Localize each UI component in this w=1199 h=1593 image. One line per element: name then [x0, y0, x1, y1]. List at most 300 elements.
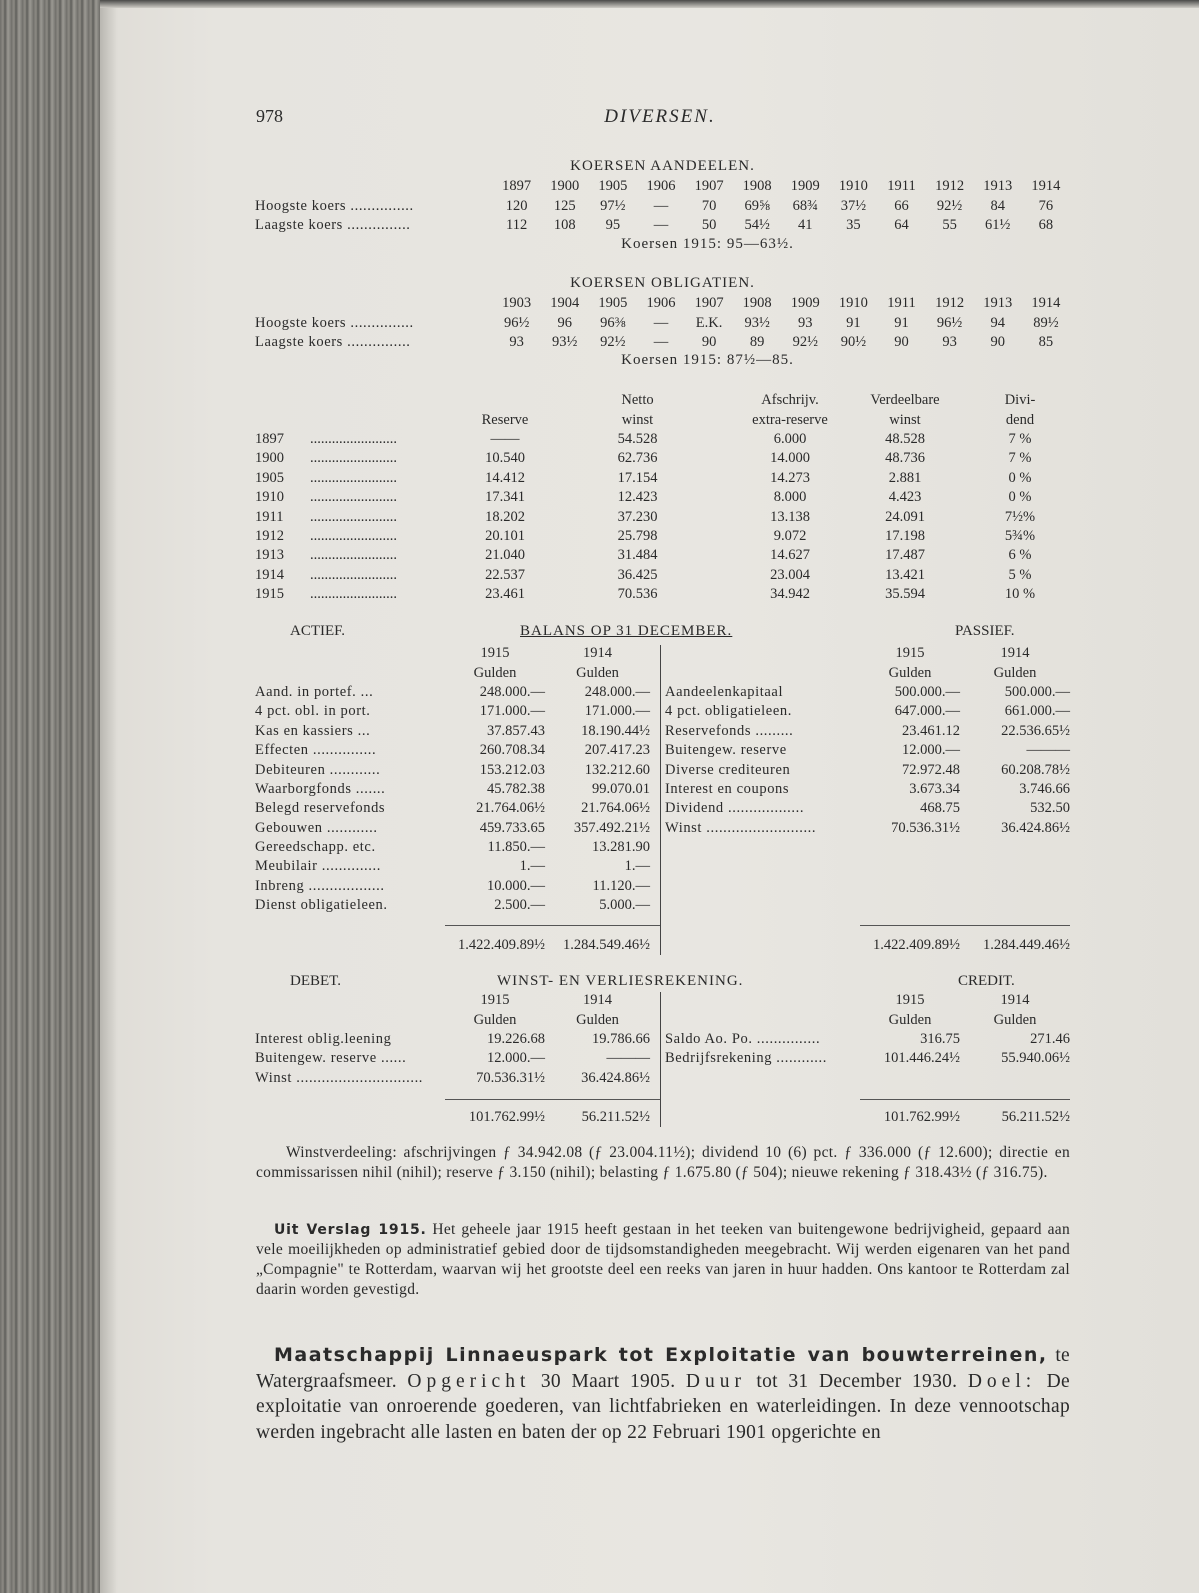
- year-cell: 1914: [255, 566, 284, 583]
- price-cell: 112: [506, 216, 528, 233]
- price-cell: 37½: [840, 197, 867, 214]
- total-cell: 1.284.549.46½: [563, 936, 650, 953]
- amount-cell: 13.281.90: [592, 839, 650, 856]
- balans-table: [255, 644, 1070, 955]
- amount-cell: 260.708.34: [479, 742, 545, 759]
- opgericht-label: Opgericht: [407, 1370, 531, 1392]
- account-label: Diverse crediteuren: [665, 761, 791, 778]
- koersen-aandeelen-title: KOERSEN AANDEELEN.: [570, 158, 755, 174]
- account-label: Waarborgfonds .......: [255, 780, 386, 797]
- price-cell: 90: [894, 333, 909, 350]
- total-rule: [445, 925, 660, 926]
- table-row: [255, 799, 1070, 818]
- year-header: 1900: [550, 178, 580, 195]
- unit-row: [255, 1010, 1070, 1029]
- price-cell: 64: [894, 216, 909, 233]
- account-label: Dividend ..................: [665, 800, 805, 817]
- price-cell: E.K.: [695, 314, 723, 331]
- table-row: [255, 683, 1070, 702]
- price-cell: 41: [798, 216, 813, 233]
- table-row: [255, 469, 1095, 488]
- duur-value: tot 31 December 1930.: [745, 1370, 968, 1392]
- year-cell: 1913: [255, 547, 284, 564]
- account-label: [665, 877, 860, 896]
- value-cell: 24.091: [885, 508, 925, 525]
- amount-cell: 11.120.—: [592, 877, 650, 894]
- spacer: [650, 683, 665, 702]
- doel-value: De exploitatie van onroerende goederen, van lichtfabrieken en waterleidingen. In deze vennootschap werden ingebracht alle lasten en baten der op 22 Februari 1901 opgerichte en: [256, 1370, 1070, 1443]
- year-header: 1897: [502, 178, 532, 195]
- year-header: 1905: [598, 178, 628, 195]
- amount-cell: 171.000.—: [479, 703, 545, 720]
- price-cell: 96½: [503, 314, 530, 331]
- value-cell: 5 %: [1008, 566, 1032, 583]
- value-cell: 5¾%: [1004, 527, 1036, 544]
- total-cell: 56.211.52½: [581, 1109, 650, 1126]
- resultaten-table: [255, 391, 1095, 604]
- year-header: 1907: [694, 295, 724, 312]
- year-header: 1915: [895, 645, 925, 662]
- header-row: [255, 391, 1095, 410]
- price-cell: 93½: [552, 333, 578, 350]
- amount-cell: [860, 857, 960, 876]
- total-cell: 1.422.409.89½: [458, 936, 545, 953]
- spacer: [665, 663, 860, 682]
- year-cell: 1910: [255, 489, 284, 506]
- year-header: 1912: [935, 295, 965, 312]
- year-header: 1908: [742, 178, 772, 195]
- account-label: Saldo Ao. Po. ...............: [665, 1030, 821, 1047]
- total-cell: 101.762.99½: [883, 1109, 960, 1126]
- value-cell: 8.000: [773, 489, 807, 506]
- column-header: winst: [621, 411, 654, 428]
- winst-title: WINST- EN VERLIESREKENING.: [497, 973, 744, 989]
- amount-cell: 23.461.12: [902, 722, 960, 739]
- table-row: [255, 1049, 1070, 1068]
- year-header: 1909: [790, 178, 820, 195]
- value-cell: ——: [490, 430, 520, 447]
- row-label: Hoogste koers ...............: [255, 197, 414, 214]
- year-header: 1914: [583, 645, 612, 662]
- amount-cell: 19.226.68: [487, 1030, 545, 1047]
- value-cell: 17.341: [485, 489, 525, 506]
- price-cell: 93: [942, 333, 957, 350]
- amount-cell: 55.940.06½: [1001, 1050, 1070, 1067]
- account-label: Gereedschapp. etc.: [255, 839, 376, 856]
- year-header: 1914: [1031, 178, 1061, 195]
- value-cell: 21.040: [485, 547, 525, 564]
- price-cell: 61½: [985, 216, 1011, 233]
- value-cell: 17.487: [885, 547, 925, 564]
- company-name: Maatschappij Linnaeuspark tot Exploitatie van bouwterreinen,: [274, 1344, 1048, 1366]
- account-label: 4 pct. obligatieleen.: [665, 703, 792, 720]
- amount-cell: 45.782.38: [487, 780, 545, 797]
- leader-dots: ........................: [310, 450, 397, 467]
- koersen-obligatien-table: [255, 294, 1070, 352]
- price-cell: 35: [846, 216, 861, 233]
- value-cell: 14.273: [770, 469, 810, 486]
- spacer: [255, 1010, 445, 1029]
- amount-cell: [960, 857, 1070, 876]
- price-cell: 96: [557, 314, 572, 331]
- amount-cell: 18.190.44½: [581, 722, 650, 739]
- scan-top-edge: [100, 0, 1199, 8]
- table-row: [255, 702, 1070, 721]
- table-row: [255, 838, 1070, 857]
- value-cell: 13.138: [770, 508, 810, 525]
- value-cell: 0 %: [1008, 489, 1032, 506]
- value-cell: 14.000: [770, 450, 810, 467]
- year-header: 1908: [742, 295, 772, 312]
- row-label: Laagste koers ...............: [255, 333, 411, 350]
- price-cell: 68: [1038, 216, 1054, 233]
- leader-dots: ........................: [310, 566, 397, 583]
- amount-cell: 2.500.—: [494, 897, 545, 914]
- value-cell: 10 %: [1004, 586, 1036, 603]
- table-row: [255, 1069, 1070, 1088]
- unit-header: Gulden: [993, 1011, 1037, 1028]
- debet-heading: DEBET.: [290, 973, 341, 989]
- unit-header: Gulden: [473, 664, 517, 681]
- amount-cell: 12.000.—: [902, 742, 960, 759]
- value-cell: 70.536: [617, 586, 658, 603]
- spacer: [255, 177, 493, 196]
- amount-cell: 12.000.—: [487, 1050, 545, 1067]
- price-cell: 108: [553, 216, 576, 233]
- value-cell: 0 %: [1008, 469, 1032, 486]
- year-header: 1915: [895, 992, 925, 1009]
- value-cell: 12.423: [617, 489, 658, 506]
- amount-cell: 60.208.78½: [1001, 761, 1070, 778]
- koersen-obligatien-note: Koersen 1915: 87½—85.: [621, 352, 794, 368]
- account-label: Belegd reservefonds: [255, 800, 386, 817]
- book-page-edges: [0, 0, 100, 1593]
- balans-title: BALANS OP 31 DECEMBER.: [520, 623, 733, 639]
- amount-cell: [960, 896, 1070, 915]
- table-row: [255, 449, 1095, 468]
- amount-cell: 19.786.66: [592, 1030, 650, 1047]
- amount-cell: [860, 896, 960, 915]
- totals-row: [255, 935, 1070, 954]
- year-cell: 1905: [255, 469, 284, 486]
- price-cell: —: [653, 333, 669, 350]
- column-header: extra-reserve: [752, 411, 828, 428]
- value-cell: 31.484: [617, 547, 658, 564]
- value-cell: 62.736: [617, 450, 658, 467]
- amount-cell: 99.070.01: [592, 780, 650, 797]
- amount-cell: 1.—: [519, 858, 545, 875]
- price-cell: 96½: [936, 314, 963, 331]
- leader-dots: ........................: [310, 430, 397, 447]
- spacer: [255, 644, 445, 663]
- amount-cell: 11.850.—: [487, 839, 545, 856]
- amount-cell: 647.000.—: [894, 703, 960, 720]
- page-number: 978: [256, 106, 283, 126]
- verslag-lead: Uit Verslag 1915.: [274, 1222, 427, 1238]
- table-row: [255, 333, 1070, 352]
- price-cell: 90½: [840, 333, 867, 350]
- spacer: [650, 819, 665, 838]
- leader-dots: ........................: [310, 469, 397, 486]
- price-cell: 92½: [600, 333, 626, 350]
- year-header: 1914: [1000, 992, 1030, 1009]
- amount-cell: [860, 838, 960, 857]
- amount-cell: 21.764.06½: [476, 800, 545, 817]
- leader-dots: ........................: [310, 508, 397, 525]
- amount-cell: 248.000.—: [584, 683, 650, 700]
- account-label: Dienst obligatieleen.: [255, 897, 388, 914]
- leader-dots: ........................: [310, 547, 397, 564]
- account-label: Effecten ...............: [255, 742, 377, 759]
- spacer: [650, 644, 665, 663]
- year-header: 1904: [550, 295, 580, 312]
- price-cell: 85: [1038, 333, 1054, 350]
- value-cell: 7 %: [1008, 450, 1032, 467]
- amount-cell: 3.746.66: [1019, 780, 1070, 797]
- amount-cell: ———: [1026, 742, 1070, 759]
- column-header: [255, 391, 310, 410]
- account-label: Interest oblig.leening: [255, 1030, 392, 1047]
- account-label: Buitengew. reserve ......: [255, 1050, 407, 1067]
- table-row: [255, 546, 1095, 565]
- total-cell: 1.284.449.46½: [983, 936, 1070, 953]
- column-header: Reserve: [481, 411, 529, 428]
- totals-row: [255, 1108, 1070, 1127]
- page-title: DIVERSEN.: [604, 106, 716, 127]
- spacer: [255, 1108, 445, 1127]
- value-cell: 34.942: [770, 586, 810, 603]
- spacer: [665, 1108, 860, 1127]
- company-place: te Watergraafsmeer.: [256, 1345, 1070, 1392]
- opgericht-value: 30 Maart 1905.: [530, 1370, 686, 1392]
- value-cell: 36.425: [617, 566, 658, 583]
- table-row: [255, 896, 1070, 915]
- value-cell: 17.198: [885, 527, 925, 544]
- account-label: Gebouwen ............: [255, 819, 378, 836]
- price-cell: 93½: [744, 314, 770, 331]
- leader-dots: ........................: [310, 489, 397, 506]
- column-header: [310, 391, 450, 410]
- price-cell: 120: [505, 197, 528, 214]
- price-cell: 66: [894, 197, 909, 214]
- year-header-row: [255, 177, 1070, 196]
- column-header: Afschrijv.: [761, 392, 819, 409]
- spacer: [650, 1108, 665, 1127]
- account-label: Debiteuren ............: [255, 761, 381, 778]
- price-cell: —: [653, 314, 669, 331]
- leader-dots: ........................: [310, 527, 397, 544]
- table-row: [255, 216, 1070, 235]
- price-cell: 95: [605, 216, 621, 233]
- account-label: [665, 896, 860, 915]
- column-header: winst: [889, 411, 921, 428]
- column-header: Netto: [621, 392, 654, 409]
- price-cell: 92½: [936, 197, 963, 214]
- amount-cell: 10.000.—: [487, 877, 545, 894]
- year-header: 1914: [1031, 295, 1061, 312]
- passief-heading: PASSIEF.: [955, 623, 1015, 639]
- year-header: 1911: [887, 178, 916, 195]
- year-header: 1906: [646, 295, 676, 312]
- amount-cell: 70.536.31½: [476, 1069, 545, 1086]
- column-header: dend: [1005, 411, 1035, 428]
- total-rule: [860, 1099, 1070, 1100]
- spacer: [255, 991, 445, 1010]
- spacer: [665, 1010, 860, 1029]
- account-label: Reservefonds .........: [665, 722, 794, 739]
- column-header: [255, 410, 310, 429]
- account-label: Interest en coupons: [665, 780, 790, 797]
- amount-cell: 72.972.48: [902, 761, 960, 778]
- amount-cell: 132.212.60: [584, 761, 650, 778]
- spacer: [650, 663, 665, 682]
- account-label: Aand. in portef. ...: [255, 683, 374, 700]
- balans-divider: [660, 645, 661, 955]
- year-header: 1909: [790, 295, 820, 312]
- amount-cell: [860, 877, 960, 896]
- amount-cell: 22.536.65½: [1001, 722, 1070, 739]
- amount-cell: 500.000.—: [1004, 683, 1070, 700]
- header-row: [255, 410, 1095, 429]
- doel-label: Doel:: [967, 1370, 1037, 1392]
- value-cell: 48.528: [885, 430, 925, 447]
- price-cell: 55: [942, 216, 957, 233]
- spacer: [665, 935, 860, 954]
- amount-cell: ———: [606, 1050, 650, 1067]
- spacer: [650, 877, 665, 896]
- spacer: [650, 780, 665, 799]
- year-header-row: [255, 991, 1070, 1010]
- amount-cell: 500.000.—: [894, 683, 960, 700]
- rule-row: [255, 1088, 1070, 1108]
- value-cell: 7 %: [1008, 430, 1032, 447]
- unit-header: Gulden: [473, 1011, 517, 1028]
- value-cell: 25.798: [617, 527, 658, 544]
- year-header: 1911: [887, 295, 916, 312]
- price-cell: 125: [553, 197, 576, 214]
- table-row: [255, 877, 1070, 896]
- account-label: Kas en kassiers ...: [255, 722, 371, 739]
- linnaeuspark-paragraph: [256, 1343, 1070, 1445]
- table-row: [255, 196, 1070, 215]
- winst-divider: [660, 992, 661, 1127]
- table-row: [255, 819, 1070, 838]
- account-label: Inbreng ..................: [255, 877, 385, 894]
- account-label: [665, 857, 860, 876]
- unit-row: [255, 663, 1070, 682]
- price-cell: 76: [1038, 197, 1054, 214]
- total-rule: [445, 1099, 660, 1100]
- amount-cell: 207.417.23: [584, 742, 650, 759]
- year-header-row: [255, 644, 1070, 663]
- account-label: Meubilair ..............: [255, 858, 381, 875]
- amount-cell: 459.733.65: [479, 819, 545, 836]
- amount-cell: 357.492.21½: [573, 819, 650, 836]
- winstverdeeling-paragraph: Winstverdeeling: afschrijvingen ƒ 34.942.08 (ƒ 23.004.11½); dividend 10 (6) pct. ƒ 336.000 (ƒ 12.600); directie en commissarissen nihil (nihil); reserve ƒ 3.150 (nihil); belasting ƒ 1.675.80 (ƒ 504); nieuwe rekening ƒ 318.43½ (ƒ 316.75).: [256, 1144, 1070, 1181]
- value-cell: 13.421: [885, 566, 925, 583]
- price-cell: 94: [990, 314, 1005, 331]
- price-cell: 50: [701, 216, 717, 233]
- spacer: [650, 741, 665, 760]
- price-cell: 93: [798, 314, 813, 331]
- year-cell: 1900: [255, 450, 284, 467]
- year-header: 1915: [480, 992, 510, 1009]
- koersen-obligatien-title: KOERSEN OBLIGATIEN.: [570, 275, 755, 291]
- value-cell: 18.202: [485, 508, 525, 525]
- spacer: [650, 722, 665, 741]
- year-header: 1912: [935, 178, 965, 195]
- year-header: 1910: [838, 178, 868, 195]
- koersen-aandeelen-note: Koersen 1915: 95—63½.: [621, 236, 794, 252]
- spacer: [650, 896, 665, 915]
- year-header-row: [255, 294, 1070, 313]
- spacer: [650, 1049, 665, 1068]
- spacer: [650, 760, 665, 779]
- table-row: [255, 527, 1095, 546]
- year-cell: 1915: [255, 586, 284, 603]
- amount-cell: 248.000.—: [479, 683, 545, 700]
- price-cell: 68¾: [792, 197, 818, 214]
- spacer: [650, 991, 665, 1010]
- year-cell: 1897: [255, 430, 284, 447]
- table-row: [255, 1030, 1070, 1049]
- amount-cell: 153.212.03: [479, 761, 545, 778]
- account-label: Aandeelenkapitaal: [665, 683, 784, 700]
- table-row: [255, 780, 1070, 799]
- leader-dots: ........................: [310, 586, 397, 603]
- year-cell: 1911: [255, 508, 284, 525]
- amount-cell: 101.446.24½: [883, 1050, 960, 1067]
- amount-cell: 661.000.—: [1004, 703, 1070, 720]
- year-header: 1906: [646, 178, 676, 195]
- column-header: [310, 410, 450, 429]
- price-cell: 92½: [792, 333, 818, 350]
- amount-cell: 36.424.86½: [1001, 819, 1070, 836]
- amount-cell: 316.75: [920, 1030, 960, 1047]
- amount-cell: 36.424.86½: [581, 1069, 650, 1086]
- value-cell: 35.594: [885, 586, 925, 603]
- winst-verlies-table: [255, 991, 1070, 1127]
- price-cell: 84: [990, 197, 1005, 214]
- table-row: [255, 857, 1070, 876]
- amount-cell: 70.536.31½: [891, 819, 960, 836]
- total-cell: 101.762.99½: [468, 1109, 545, 1126]
- account-label: [665, 1069, 860, 1088]
- spacer: [255, 294, 493, 313]
- column-header: [450, 391, 560, 410]
- spacer: [650, 702, 665, 721]
- table-row: [255, 566, 1095, 585]
- unit-header: Gulden: [576, 664, 619, 681]
- koersen-aandeelen-table: [255, 177, 1070, 235]
- duur-label: Duur: [685, 1370, 746, 1392]
- year-header: 1914: [1000, 645, 1030, 662]
- value-cell: 10.540: [485, 450, 525, 467]
- price-cell: 90: [990, 333, 1005, 350]
- value-cell: 54.528: [617, 430, 658, 447]
- year-header: 1905: [598, 295, 628, 312]
- table-row: [255, 313, 1070, 332]
- amount-cell: [860, 1069, 960, 1088]
- amount-cell: [960, 877, 1070, 896]
- amount-cell: 21.764.06½: [581, 800, 650, 817]
- spacer: [650, 1010, 665, 1029]
- spacer: [665, 991, 860, 1010]
- value-cell: 23.461: [485, 586, 525, 603]
- table-row: [255, 760, 1070, 779]
- price-cell: 69⅝: [744, 197, 770, 214]
- value-cell: 14.627: [770, 547, 810, 564]
